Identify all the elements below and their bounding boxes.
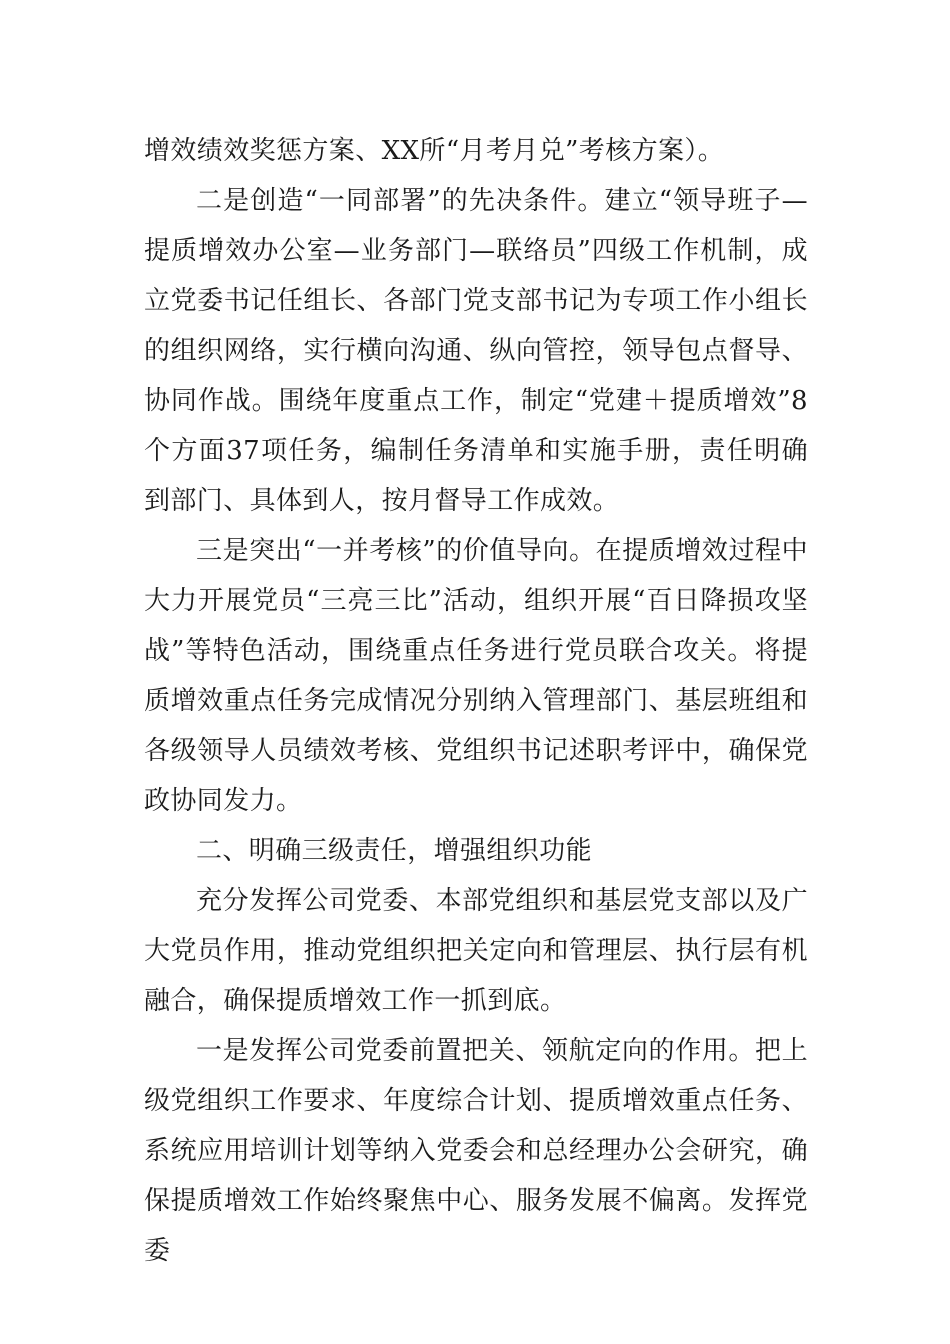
section-heading: 二、明确三级责任，增强组织功能 bbox=[196, 836, 593, 866]
paragraph-continuation: 增效绩效奖惩方案、XX所“月考月兑”考核方案）。 bbox=[144, 136, 725, 166]
paragraph-second-point: 二是创造“一同部署”的先决条件。建立“领导班子—提质增效办公室—业务部门—联络员”四级工作机制，成立党委书记任组长、各部门党支部书记为专项工作小组长的组织网络，实行横向沟通、纵向管控，领导包点督导、协同作战。围绕年度重点工作，制定“党建＋提质增效”8个方面37项任务，编制任务清单和实施手册，责任明确到部门、具体到人，按月督导工作成效。 bbox=[144, 186, 808, 516]
paragraph-section-intro: 充分发挥公司党委、本部党组织和基层党支部以及广大党员作用，推动党组织把关定向和管理层、执行层有机融合，确保提质增效工作一抓到底。 bbox=[144, 886, 808, 1016]
document-body bbox=[144, 126, 808, 1276]
paragraph-first-point: 一是发挥公司党委前置把关、领航定向的作用。把上级党组织工作要求、年度综合计划、提质增效重点任务、系统应用培训计划等纳入党委会和总经理办公会研究，确保提质增效工作始终聚焦中心、服务发展不偏离。发挥党委 bbox=[144, 1036, 808, 1266]
paragraph-third-point: 三是突出“一并考核”的价值导向。在提质增效过程中大力开展党员“三亮三比”活动，组织开展“百日降损攻坚战”等特色活动，围绕重点任务进行党员联合攻关。将提质增效重点任务完成情况分别纳入管理部门、基层班组和各级领导人员绩效考核、党组织书记述职考评中，确保党政协同发力。 bbox=[144, 536, 808, 816]
